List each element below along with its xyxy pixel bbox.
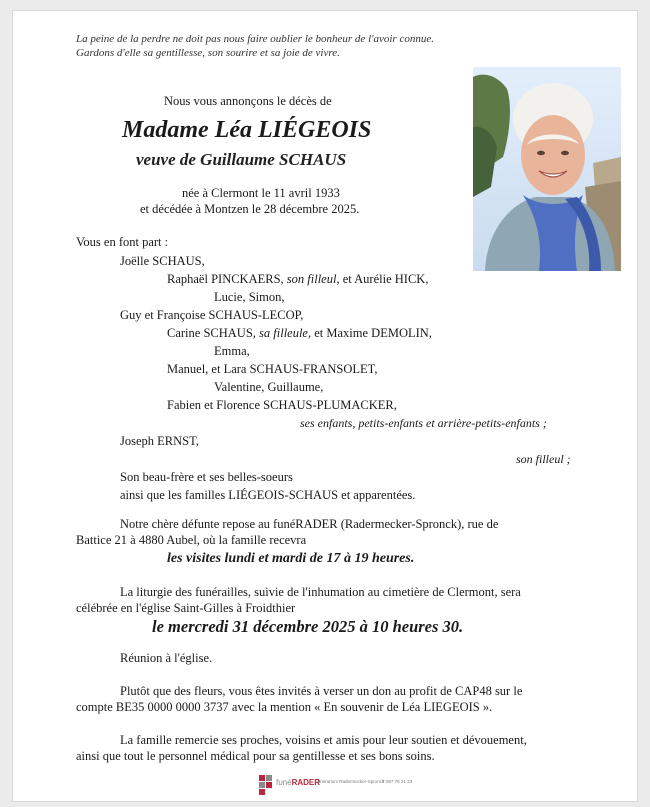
visit-text-2: Battice 21 à 4880 Aubel, où la famille recevra bbox=[76, 533, 307, 547]
logo-brand bbox=[276, 778, 320, 787]
logo-mark-icon bbox=[259, 775, 273, 795]
family-line bbox=[167, 272, 428, 287]
family-line: Joëlle SCHAUS, bbox=[120, 254, 205, 268]
intro-line: Vous en font part : bbox=[76, 235, 169, 249]
family-role-line: ses enfants, petits-enfants et arrière-petits-enfants ; bbox=[300, 416, 547, 430]
family-name: Carine SCHAUS, bbox=[167, 326, 260, 340]
family-line: Emma, bbox=[214, 344, 250, 358]
family-line: Fabien et Florence SCHAUS-PLUMACKER, bbox=[167, 398, 397, 412]
deceased-name: Madame Léa LIÉGEOIS bbox=[122, 117, 372, 143]
quote-line-2: Gardons d'elle sa gentillesse, son sourire et sa joie de vivre. bbox=[76, 47, 340, 59]
visit-text-1: Notre chère défunte repose au funéRADER (Radermecker-Spronck), rue de bbox=[120, 517, 499, 531]
birth-info: née à Clermont le 11 avril 1933 bbox=[182, 186, 340, 200]
family-name: Raphaël PINCKAERS, bbox=[167, 272, 287, 286]
quote-line-1: La peine de la perdre ne doit pas nous faire oublier le bonheur de l'avoir connue. bbox=[76, 33, 434, 45]
thanks-text-1: La famille remercie ses proches, voisins et amis pour leur soutien et dévouement, bbox=[120, 733, 527, 747]
family-line: Lucie, Simon, bbox=[214, 290, 285, 304]
family-name: , et Maxime DEMOLIN, bbox=[307, 326, 432, 340]
family-line: Son beau-frère et ses belles-soeurs bbox=[120, 470, 293, 484]
logo-phone: T 087 76 21 23 bbox=[382, 779, 413, 784]
funeral-home-logo bbox=[259, 774, 419, 796]
family-line: Guy et Françoise SCHAUS-LECOP, bbox=[120, 308, 304, 322]
family-role: sa filleule bbox=[259, 326, 308, 340]
portrait-image bbox=[473, 67, 621, 271]
obituary-card bbox=[12, 10, 638, 802]
flowers-text-2: compte BE35 0000 0000 3737 avec la mention « En souvenir de Léa LIEGEOIS ». bbox=[76, 700, 493, 714]
family-role-line: son filleul ; bbox=[516, 452, 571, 466]
announcement: Nous vous annonçons le décès de bbox=[164, 94, 332, 108]
family-line: Valentine, Guillaume, bbox=[214, 380, 324, 394]
flowers-text-1: Plutôt que des fleurs, vous êtes invités à verser un don au profit de CAP48 sur le bbox=[120, 684, 523, 698]
thanks-text-2: ainsi que tout le personnel médical pour sa gentillesse et ses bons soins. bbox=[76, 749, 435, 763]
logo-brand-b: RADER bbox=[291, 778, 321, 787]
family-line: Manuel, et Lara SCHAUS-FRANSOLET, bbox=[167, 362, 378, 376]
widow-of: veuve de Guillaume SCHAUS bbox=[136, 150, 347, 169]
family-line bbox=[167, 326, 432, 341]
visit-hours: les visites lundi et mardi de 17 à 19 heures. bbox=[167, 551, 415, 566]
family-role: son filleul bbox=[286, 272, 337, 286]
liturgy-text-1: La liturgie des funérailles, suivie de l'inhumation au cimetière de Clermont, sera bbox=[120, 585, 521, 599]
family-name: , et Aurélie HICK, bbox=[336, 272, 429, 286]
logo-subtitle: Funérarium Radermecker-Spronck bbox=[315, 779, 385, 784]
family-line: ainsi que les familles LIÉGEOIS-SCHAUS et apparentées. bbox=[120, 488, 416, 502]
death-info: et décédée à Montzen le 28 décembre 2025. bbox=[140, 202, 360, 216]
logo-brand-a: funé bbox=[276, 778, 292, 787]
family-line: Joseph ERNST, bbox=[120, 434, 199, 448]
portrait-photo bbox=[473, 67, 621, 271]
liturgy-text-2: célébrée en l'église Saint-Gilles à Froidthier bbox=[76, 601, 296, 615]
reunion-line: Réunion à l'église. bbox=[120, 651, 213, 665]
funeral-date: le mercredi 31 décembre 2025 à 10 heures 30. bbox=[152, 617, 464, 636]
